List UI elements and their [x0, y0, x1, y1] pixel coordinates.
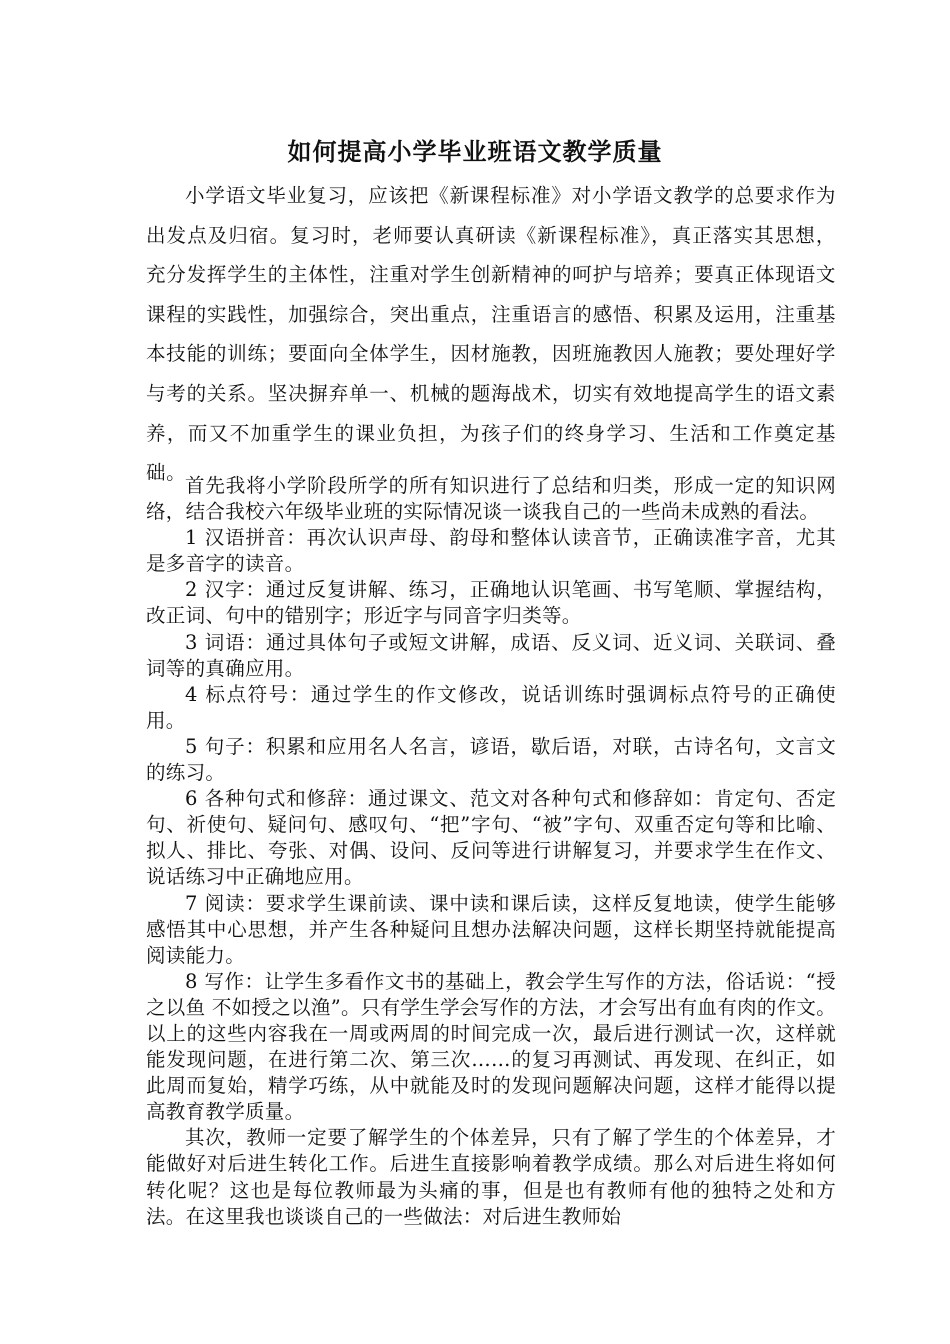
document-title: 如何提高小学毕业班语文教学质量	[287, 137, 663, 166]
paragraph-item-hanzi: 2 汉字：通过反复讲解、练习，正确地认识笔画、书写笔顺、掌握结构，改正词、句中的错别字；形近字与同音字归类等。	[146, 578, 836, 628]
intro-paragraph: 小学语文毕业复习，应该把《新课程标准》对小学语文教学的总要求作为出发点及归宿。复习时，老师要认真研读《新课程标准》，真正落实其思想，充分发挥学生的主体性，注重对学生创新精神的呵护与培养；要真正体现语文课程的实践性，加强综合，突出重点，注重语言的感悟、积累及运用，注重基本技能的训练；要面向全体学生，因材施教，因班施教因人施教；要处理好学与考的关系。坚决摒弃单一、机械的题海战术，切实有效地提高学生的语文素养，而又不加重学生的课业负担，为孩子们的终身学习、生活和工作奠定基础。	[146, 184, 836, 485]
paragraph-item-sentences: 5 句子：积累和应用名人名言，谚语，歇后语，对联，古诗名句，文言文的练习。	[146, 734, 836, 785]
paragraph-item-words: 3 词语：通过具体句子或短文讲解，成语、反义词、近义词、关联词、叠词等的真确应用。	[146, 630, 836, 680]
paragraph-item-pinyin: 1 汉语拼音：再次认识声母、韵母和整体认读音节，正确读准字音，尤其是多音字的读音。	[146, 526, 836, 576]
paragraph-item-rhetoric: 6 各种句式和修辞：通过课文、范文对各种句式和修辞如：肯定句、否定句、祈使句、疑问句、感叹句、“把”字句、“被”字句、双重否定句等和比喻、拟人、排比、夸张、对偶、设问、反问等进行讲解复习，并要求学生在作文、说话练习中正确地应用。	[146, 787, 836, 889]
paragraph-second: 其次，教师一定要了解学生的个体差异，只有了解了学生的个体差异，才能做好对后进生转化工作。后进生直接影响着教学成绩。那么对后进生将如何转化呢？这也是每位教师最为头痛的事，但是也有教师有他的独特之处和方法。在这里我也谈谈自己的一些做法：对后进生教师始	[146, 1126, 836, 1228]
paragraph-item-reading: 7 阅读：要求学生课前读、课中读和课后读，这样反复地读，使学生能够感悟其中心思想，并产生各种疑问且想办法解决问题，这样长期坚持就能提高阅读能力。	[146, 891, 836, 967]
paragraph-item-punctuation: 4 标点符号：通过学生的作文修改，说话训练时强调标点符号的正确使用。	[146, 682, 836, 732]
paragraph-overview: 首先我将小学阶段所学的所有知识进行了总结和归类，形成一定的知识网络，结合我校六年级毕业班的实际情况谈一谈我自己的一些尚未成熟的看法。	[146, 474, 836, 524]
paragraph-item-writing: 8 写作：让学生多看作文书的基础上，教会学生写作的方法，俗话说：“授之以鱼 不如授之以渔”。只有学生学会写作的方法，才会写出有血有肉的作文。以上的这些内容我在一周或两周的时间完成一次，最后进行测试一次，这样就能发现问题，在进行第二次、第三次……的复习再测试、再发现、在纠正，如此周而复始，精学巧练，从中就能及时的发现问题解决问题，这样才能得以提高教育教学质量。	[146, 969, 836, 1124]
body-text	[146, 473, 836, 1230]
